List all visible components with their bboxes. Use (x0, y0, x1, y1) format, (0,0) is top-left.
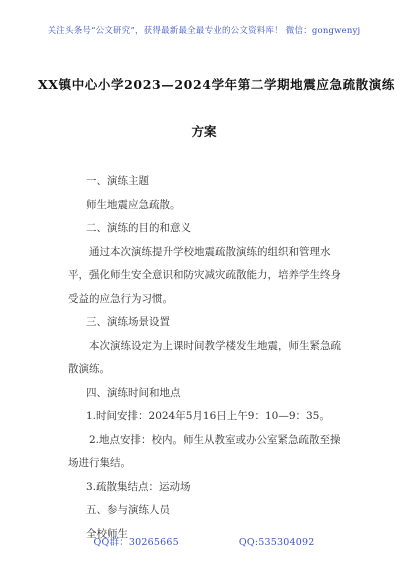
footer-contact (0, 534, 408, 548)
participants-text: 全校师生 (86, 527, 128, 540)
footer-qq-group: QQ群：30265665 (93, 537, 179, 548)
assembly-point: 3.疏散集结点：运动场 (86, 480, 191, 493)
section-heading-participants: 五、参与演练人员 (86, 504, 170, 516)
theme-text: 师生地震应急疏散。 (86, 198, 181, 211)
document-subtitle: 方案 (191, 124, 217, 139)
document-body (68, 170, 343, 546)
footer-qq: QQ:535304092 (238, 537, 315, 548)
time-arrangement: 1.时间安排：2024年5月16日上午9：10—9：35。 (86, 410, 330, 422)
purpose-paragraph: 通过本次演练提升学校地震疏散演练的组织和管理水平，强化师生安全意识和防灾减灾疏散能力，培养学生终身受益的应急行为习惯。 (68, 245, 341, 305)
document-title: XX镇中心小学2023—2024学年第二学期地震应急疏散演练 (38, 77, 395, 92)
section-heading-time-place: 四、演练时间和地点 (86, 386, 181, 399)
place-arrangement: 2.地点安排：校内。师生从教室或办公室紧急疏散至操场进行集结。 (68, 433, 341, 469)
scenario-paragraph: 本次演练设定为上课时间教学楼发生地震，师生紧急疏散演练。 (68, 339, 341, 375)
section-heading-theme: 一、演练主题 (86, 175, 149, 187)
header-notice: 关注头条号“公文研究”，获得最新最全最专业的公文资料库！ 微信：gongwenyj (47, 26, 361, 36)
section-heading-purpose: 二、演练的目的和意义 (86, 222, 191, 234)
section-heading-scenario: 三、演练场景设置 (86, 316, 170, 328)
